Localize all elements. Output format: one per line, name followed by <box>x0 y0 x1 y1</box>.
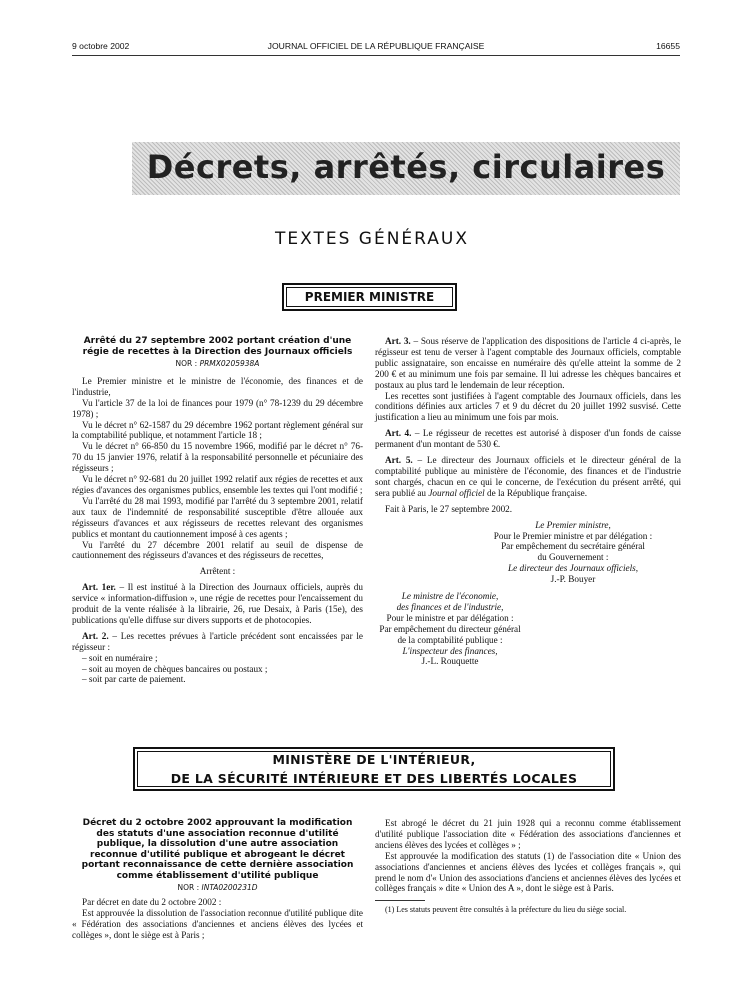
article-2 <box>72 631 363 653</box>
signature-line: des finances et de l'industrie, <box>396 601 504 612</box>
article-3 <box>375 336 681 391</box>
article-4 <box>375 428 681 450</box>
signature-line: Par empêchement du secrétaire général <box>501 541 645 552</box>
signature-line: Le ministre de l'économie, <box>401 591 499 602</box>
signature-line: de la comptabilité publique : <box>397 634 503 645</box>
page-header <box>72 41 680 55</box>
fait-a-paris: Fait à Paris, le 27 septembre 2002. <box>385 503 513 514</box>
article-text: – Le directeur des Journaux officiels et le directeur général de la comptabilité publique au ministère de l'économie, des finances et de l'industrie sont chargés, chacun en ce qui le concerne, de l'exécution du présent arrêté, qui sera publié au <box>375 455 681 498</box>
journal-title: JOURNAL OFFICIEL DE LA RÉPUBLIQUE FRANÇAISE <box>267 41 485 51</box>
list-item: – soit au moyen de chèques bancaires ou postaux ; <box>82 663 268 674</box>
journal-officiel-ref: Journal officiel <box>428 487 485 498</box>
ministry-box <box>282 283 457 311</box>
list-item: – soit par carte de paiement. <box>82 674 186 685</box>
paragraph: Par décret en date du 2 octobre 2002 : <box>82 896 222 907</box>
footnote: (1) Les statuts peuvent être consultés à la préfecture du lieu du siège social. <box>385 905 627 915</box>
issue-date: 9 octobre 2002 <box>72 41 130 51</box>
article-5 <box>375 455 681 499</box>
signature-line: Pour le ministre et par délégation : <box>386 612 514 623</box>
nor-label: NOR : <box>175 359 200 368</box>
signature-block-1 <box>375 520 681 585</box>
nor-label: NOR : <box>177 883 202 892</box>
arrete-left-column <box>72 336 363 685</box>
page-number: 16655 <box>656 41 680 51</box>
paragraph: Vu le décret n° 66-850 du 15 novembre 1966, modifié par le décret n° 76-70 du 15 janvier 1976, relatif à la responsabilité personnelle et pécuniaire des régisseurs ; <box>72 441 363 474</box>
nor-code: PRMX0205938A <box>199 359 260 368</box>
ministry-line-1: MINISTÈRE DE L'INTÉRIEUR, <box>272 752 476 767</box>
article-label: Art. 1er. <box>82 582 116 593</box>
article-label: Art. 2. <box>82 630 109 641</box>
paragraph: Est approuvée la modification des statuts (1) de l'association dite « Union des associations d'anciennes et anciens élèves des lycées et collèges français », qui prend le nom d'« Union des associations d'anciens et anciennes élèves des lycées et collèges français » dite « Union des A », dont le siège est à Paris. <box>375 850 681 894</box>
signature-line: du Gouvernement : <box>537 552 609 563</box>
paragraph: Vu l'article 37 de la loi de finances pour 1979 (n° 78-1239 du 29 décembre 1978) ; <box>72 397 363 419</box>
article-text: de la République française. <box>484 487 588 498</box>
signature-line: Le directeur des Journaux officiels, <box>507 563 639 574</box>
signature-line: Pour le Premier ministre et par délégation : <box>493 530 653 541</box>
article-label: Art. 4. <box>385 428 412 439</box>
decret-right-column <box>375 818 681 915</box>
paragraph: Est approuvée la dissolution de l'association reconnue d'utilité publique dite « Fédération des associations d'anciennes et anciens élèves des lycées et collèges », dont le siège est à Paris ; <box>72 907 363 940</box>
arrete-right-column <box>375 336 681 667</box>
list-item: – soit en numéraire ; <box>82 652 158 663</box>
article-text: – Il est institué à la Direction des Journaux officiels, auprès du service « information-diffusion », une régie de recettes pour l'encaissement du produit de la vente réalisée à la librairie, 26, rue Desaix, à Paris (15e), des publications qu'elle diffuse sur divers supports et de photocopies. <box>72 582 363 625</box>
ministry-interior-box <box>133 747 615 791</box>
paragraph: Vu le décret n° 62-1587 du 29 décembre 1962 portant règlement général sur la comptabilité publique, et notamment l'article 18 ; <box>72 419 363 441</box>
paragraph: Vu l'arrêté du 27 décembre 2001 relatif au seuil de dispense de cautionnement des régisseurs d'avances et des régisseurs de recettes, <box>72 539 363 561</box>
signature-line: L'inspecteur des finances, <box>402 645 498 656</box>
decret-nor <box>72 883 363 894</box>
paragraph: Vu le décret n° 92-681 du 20 juillet 1992 relatif aux régies de recettes et aux régies d'avances des organismes publics, ensemble les textes qui l'ont modifié ; <box>72 474 363 495</box>
section-title: TEXTES GÉNÉRAUX <box>274 229 469 249</box>
signature-line: Le Premier ministre, <box>535 519 611 530</box>
section-banner <box>132 142 680 195</box>
signature-block-2 <box>375 591 525 667</box>
article-text: – Le régisseur de recettes est autorisé à disposer d'un fonds de caisse permanent d'un montant de 530 €. <box>375 428 681 450</box>
decret-left-column <box>72 818 363 941</box>
article-text: – Les recettes prévues à l'article précédent sont encaissées par le régisseur : <box>72 630 363 652</box>
signatory-name: J.-P. Bouyer <box>550 574 596 585</box>
decret-title: Décret du 2 octobre 2002 approuvant la modification des statuts d'une association reconnue d'utilité publique, la dissolution d'une autre association reconnue d'utilité publique et abrogeant le décret portant reconnaissance de cette dernière association comme établissement d'utilité publique <box>81 818 354 881</box>
signatory-name: J.-L. Rouquette <box>421 656 479 667</box>
paragraph: Les recettes sont justifiées à l'agent comptable des Journaux officiels, dans les conditions définies aux articles 7 et 9 du décret du 20 juillet 1992 susvisé. Cette justification a lieu au minimum une fois par mois. <box>375 390 681 423</box>
paragraph: Vu l'arrêté du 28 mai 1993, modifié par l'arrêté du 3 septembre 2001, relatif aux taux de l'indemnité de responsabilité susceptible d'être allouée aux régisseurs d'avances et aux régisseurs de recettes relevant des organismes publics et montant du cautionnement imposé à ces agents ; <box>72 495 363 539</box>
article-1 <box>72 582 363 626</box>
ministry-line-2: DE LA SÉCURITÉ INTÉRIEURE ET DES LIBERTÉS LOCALES <box>170 771 578 786</box>
paragraph: Est abrogé le décret du 21 juin 1928 qui a reconnu comme établissement d'utilité publique l'association dite « Fédération des associations d'anciennes et anciens élèves des lycées et collèges » ; <box>375 818 681 850</box>
paragraph: Le Premier ministre et le ministre de l'économie, des finances et de l'industrie, <box>72 375 363 397</box>
ministry-name: PREMIER MINISTRE <box>304 290 435 304</box>
arretent: Arrêtent : <box>199 566 236 577</box>
arrete-title: Arrêté du 27 septembre 2002 portant création d'une régie de recettes à la Direction des Journaux officiels <box>82 336 353 357</box>
arrete-nor <box>72 359 363 370</box>
signature-line: Par empêchement du directeur général <box>379 623 521 634</box>
banner-title: Décrets, arrêtés, circulaires <box>146 148 666 186</box>
header-rule <box>72 55 680 56</box>
nor-code: INTA0200231D <box>201 883 258 892</box>
article-label: Art. 3. <box>385 336 411 346</box>
footnote-rule <box>375 900 425 901</box>
article-text: – Sous réserve de l'application des dispositions de l'article 4 ci-après, le régisseur est tenu de verser à l'agent comptable des Journaux officiels, comptable public assignataire, son encaisse en numéraire dès qu'elle atteint la somme de 2 200 € et au minimum une fois par semaine. Il lui adresse les chèques bancaires et postaux au plus tard le lendemain de leur réception. <box>375 336 681 390</box>
article-label: Art. 5. <box>385 455 413 466</box>
